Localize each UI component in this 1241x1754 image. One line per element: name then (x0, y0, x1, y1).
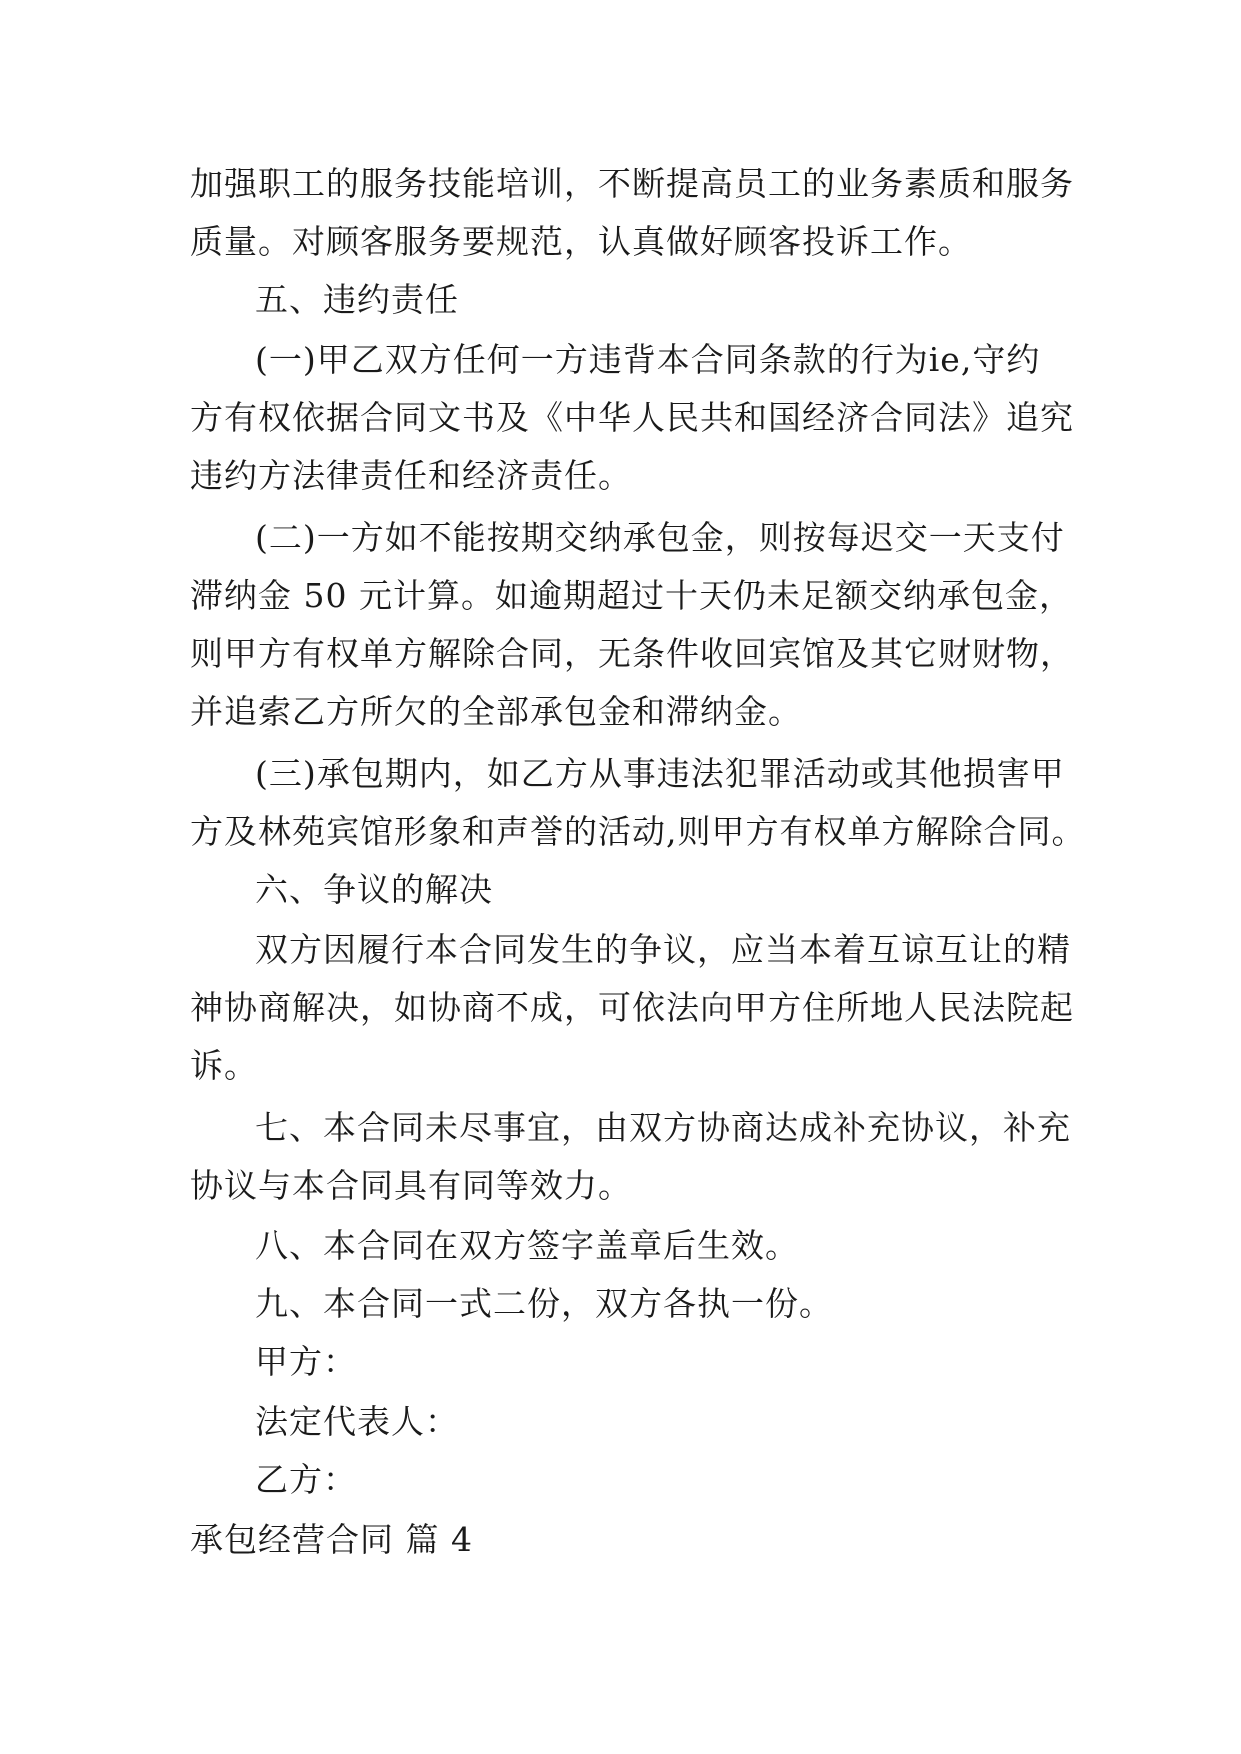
signature-label-legal-rep: 法定代表人： (255, 1402, 459, 1441)
paragraph-line: 加强职工的服务技能培训，不断提高员工的业务素质和服务 (190, 164, 1074, 203)
paragraph-line: 质量。对顾客服务要规范，认真做好顾客投诉工作。 (190, 222, 972, 261)
signature-label-party-a: 甲方： (255, 1342, 357, 1381)
paragraph-line: 七、本合同未尽事宜，由双方协商达成补充协议，补充 (255, 1108, 1071, 1147)
paragraph-line: 八、本合同在双方签字盖章后生效。 (255, 1226, 799, 1265)
paragraph-line: 神协商解决，如协商不成，可依法向甲方住所地人民法院起 (190, 988, 1074, 1027)
section-heading: 五、违约责任 (255, 280, 459, 319)
paragraph-line: (三)承包期内，如乙方从事违法犯罪活动或其他损害甲 (255, 754, 1065, 793)
signature-label-party-b: 乙方： (255, 1460, 357, 1499)
paragraph-line: 违约方法律责任和经济责任。 (190, 456, 632, 495)
paragraph-line: 九、本合同一式二份，双方各执一份。 (255, 1284, 833, 1323)
paragraph-line: 则甲方有权单方解除合同，无条件收回宾馆及其它财财物， (190, 634, 1074, 673)
paragraph-line: 方有权依据合同文书及《中华人民共和国经济合同法》追究 (190, 398, 1074, 437)
paragraph-line: (二)一方如不能按期交纳承包金，则按每迟交一天支付 (255, 518, 1065, 557)
paragraph-line: 协议与本合同具有同等效力。 (190, 1166, 632, 1205)
paragraph-line: 双方因履行本合同发生的争议，应当本着互谅互让的精 (255, 930, 1071, 969)
paragraph-line: (一)甲乙双方任何一方违背本合同条款的行为ie,守约 (255, 340, 1041, 379)
section-title: 承包经营合同 篇 4 (190, 1520, 473, 1559)
section-heading: 六、争议的解决 (255, 870, 493, 909)
paragraph-line: 并追索乙方所欠的全部承包金和滞纳金。 (190, 692, 802, 731)
paragraph-line: 诉。 (190, 1046, 258, 1085)
paragraph-line: 滞纳金 50 元计算。如逾期超过十天仍未足额交纳承包金， (190, 576, 1073, 615)
paragraph-line: 方及林苑宾馆形象和声誉的活动,则甲方有权单方解除合同。 (190, 812, 1086, 851)
